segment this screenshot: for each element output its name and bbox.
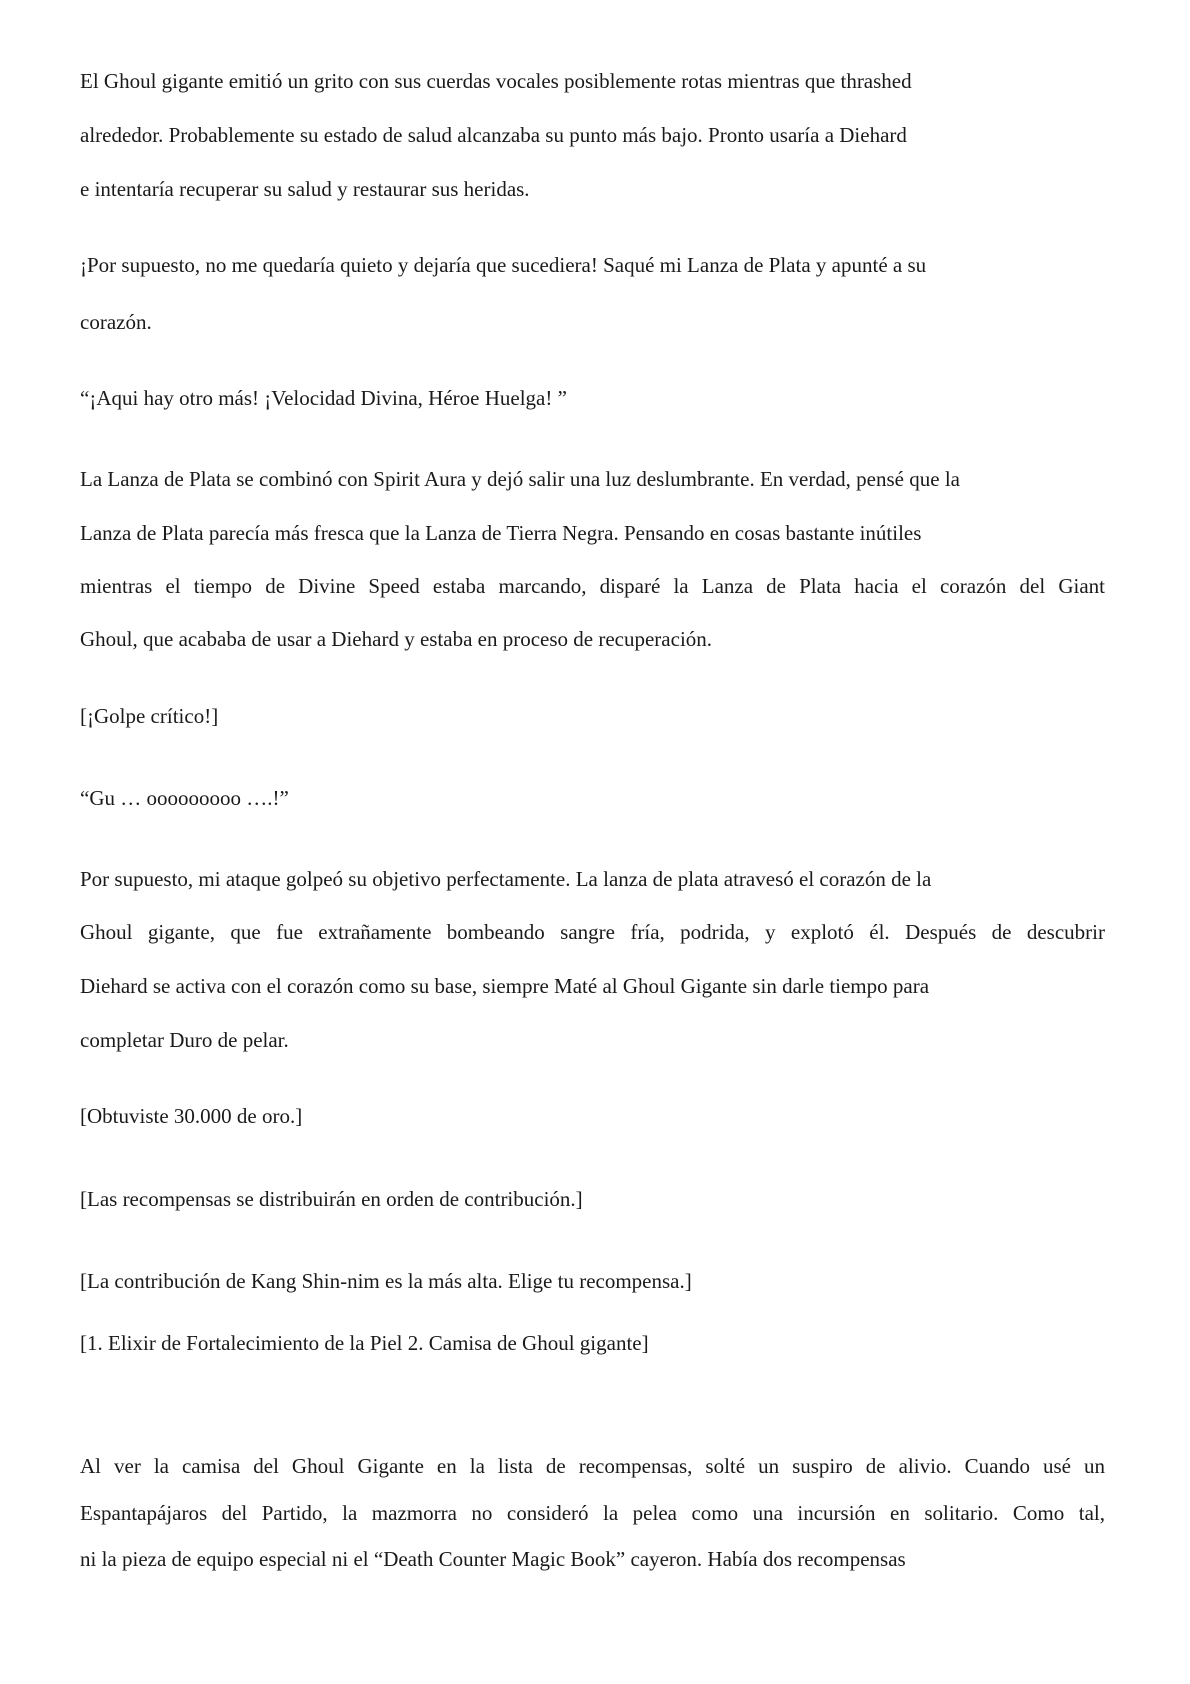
text-line: La Lanza de Plata se combinó con Spirit Aura y dejó salir una luz deslumbrante. En verdad, pensé que la bbox=[80, 467, 960, 491]
system-message: [La contribución de Kang Shin-nim es la más alta. Elige tu recompensa.] bbox=[80, 1269, 692, 1293]
text-line: El Ghoul gigante emitió un grito con sus cuerdas vocales posiblemente rotas mientras que thrashed bbox=[80, 69, 912, 93]
text-line: Por supuesto, mi ataque golpeó su objetivo perfectamente. La lanza de plata atravesó el corazón de la bbox=[80, 867, 932, 891]
text-line: corazón. bbox=[80, 310, 152, 334]
system-message: [1. Elixir de Fortalecimiento de la Piel 2. Camisa de Ghoul gigante] bbox=[80, 1331, 649, 1355]
text-line: Ghoul, que acababa de usar a Diehard y estaba en proceso de recuperación. bbox=[80, 627, 713, 651]
text-line: Diehard se activa con el corazón como su base, siempre Maté al Ghoul Gigante sin darle tiempo para bbox=[80, 974, 930, 998]
system-message: [Obtuviste 30.000 de oro.] bbox=[80, 1104, 303, 1128]
text-line: e intentaría recuperar su salud y restaurar sus heridas. bbox=[80, 177, 530, 201]
text-line: Al ver la camisa del Ghoul Gigante en la lista de recompensas, solté un suspiro de alivio. Cuando usé un bbox=[80, 1454, 1105, 1478]
dialogue-line: “Gu … ooooooooo ….!” bbox=[80, 786, 289, 810]
text-line: mientras el tiempo de Divine Speed estaba marcando, disparé la Lanza de Plata hacia el corazón del Giant bbox=[80, 574, 1105, 598]
text-line: Lanza de Plata parecía más fresca que la Lanza de Tierra Negra. Pensando en cosas bastante inútiles bbox=[80, 521, 922, 545]
system-message: [¡Golpe crítico!] bbox=[80, 704, 219, 728]
text-line: Ghoul gigante, que fue extrañamente bombeando sangre fría, podrida, y explotó él. Después de descubrir bbox=[80, 920, 1105, 944]
text-line: alrededor. Probablemente su estado de salud alcanzaba su punto más bajo. Pronto usaría a Diehard bbox=[80, 123, 907, 147]
system-message: [Las recompensas se distribuirán en orden de contribución.] bbox=[80, 1187, 583, 1211]
dialogue-line: “¡Aqui hay otro más! ¡Velocidad Divina, Héroe Huelga! ” bbox=[80, 386, 567, 410]
text-line: completar Duro de pelar. bbox=[80, 1028, 289, 1052]
text-line: ni la pieza de equipo especial ni el “Death Counter Magic Book” cayeron. Había dos recompensas bbox=[80, 1547, 906, 1571]
text-line: Espantapájaros del Partido, la mazmorra no consideró la pelea como una incursión en solitario. Como tal, bbox=[80, 1501, 1105, 1525]
text-line: ¡Por supuesto, no me quedaría quieto y dejaría que sucediera! Saqué mi Lanza de Plata y apunté a su bbox=[80, 253, 927, 277]
